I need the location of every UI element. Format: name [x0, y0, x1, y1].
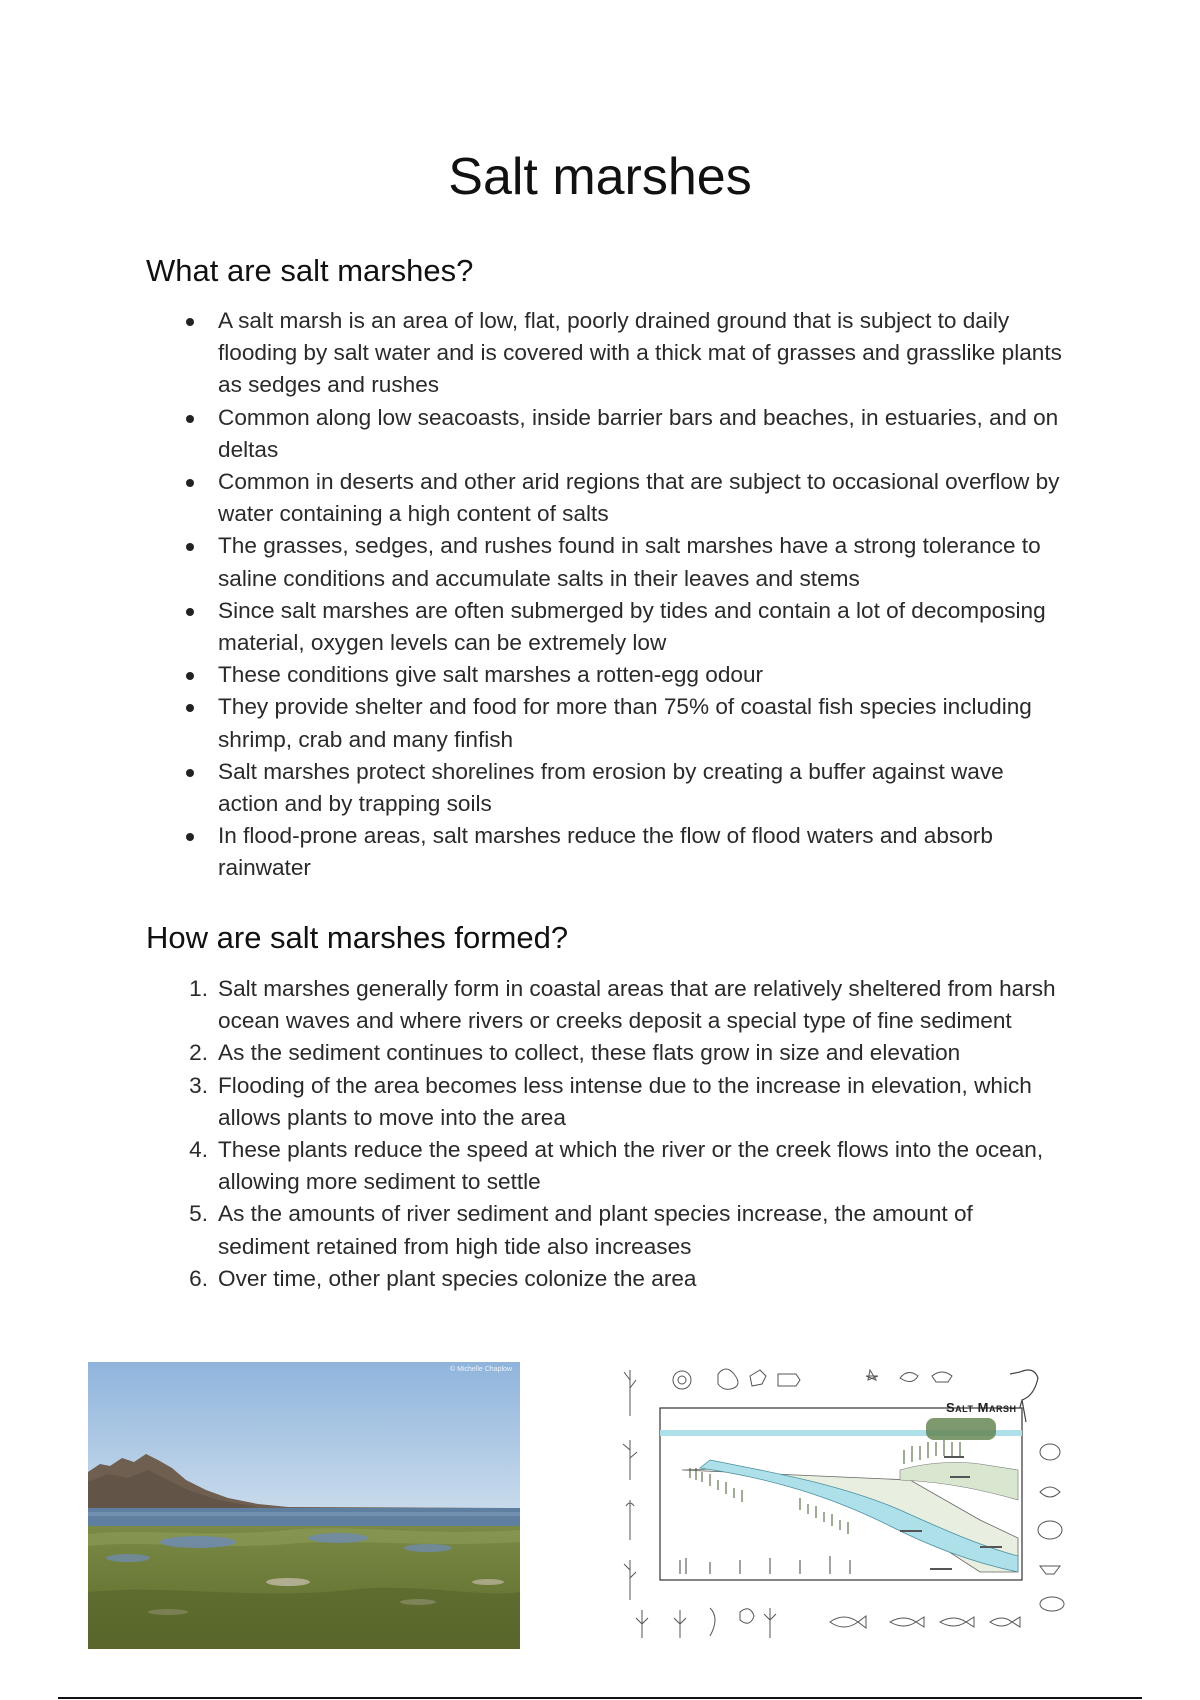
list-item: They provide shelter and food for more than 75% of coastal fish species including shrimp, crab and many finfish [180, 691, 1070, 755]
step-number: 4. [189, 1137, 208, 1163]
list-item: 6. Over time, other plant species colonize the area [180, 1263, 1070, 1295]
section-heading-how: How are salt marshes formed? [146, 920, 569, 955]
list-item: The grasses, sedges, and rushes found in salt marshes have a strong tolerance to saline conditions and accumulate salts in their leaves and stems [180, 530, 1070, 594]
page-title: Salt marshes [448, 148, 752, 206]
salt-marsh-diagram [600, 1360, 1072, 1652]
salt-marsh-photo [88, 1362, 520, 1649]
bullet-icon [186, 672, 194, 680]
bullet-icon [186, 608, 194, 616]
bullet-icon [186, 415, 194, 423]
step-number: 6. [189, 1265, 208, 1291]
bullet-icon [186, 479, 194, 487]
list-item: Since salt marshes are often submerged by tides and contain a lot of decomposing material, oxygen levels can be extremely low [180, 595, 1070, 659]
bullet-icon [186, 704, 194, 712]
bullet-icon [186, 543, 194, 551]
step-number: 2. [189, 1040, 208, 1066]
list-item: 4. These plants reduce the speed at which the river or the creek flows into the ocean, allowing more sediment to settle [180, 1134, 1070, 1198]
step-number: 5. [189, 1201, 208, 1227]
photo-illustration [88, 1362, 520, 1649]
list-item: Common along low seacoasts, inside barrier bars and beaches, in estuaries, and on deltas [180, 402, 1070, 466]
photo-credit: © Michelle Chaplow [450, 1366, 512, 1373]
bullet-icon [186, 769, 194, 777]
list-item: 5. As the amounts of river sediment and plant species increase, the amount of sediment retained from high tide also increases [180, 1198, 1070, 1262]
bullet-icon [186, 833, 194, 841]
step-number: 1. [189, 976, 208, 1001]
list-item: These conditions give salt marshes a rotten-egg odour [180, 659, 1070, 691]
numbered-list [180, 973, 1070, 1295]
list-item: Salt marshes protect shorelines from erosion by creating a buffer against wave action and by trapping soils [180, 756, 1070, 820]
section-heading-what: What are salt marshes? [146, 253, 474, 288]
list-item: 3. Flooding of the area becomes less intense due to the increase in elevation, which allows plants to move into the area [180, 1070, 1070, 1134]
bullet-list [180, 305, 1070, 885]
list-item: 2. As the sediment continues to collect, these flats grow in size and elevation [180, 1037, 1070, 1069]
list-item: A salt marsh is an area of low, flat, poorly drained ground that is subject to daily flooding by salt water and is covered with a thick mat of grasses and grasslike plants as sedges and rushes [180, 305, 1070, 402]
bullet-icon [186, 318, 194, 326]
list-item: In flood-prone areas, salt marshes reduce the flow of flood waters and absorb rainwater [180, 820, 1070, 884]
page-bottom-divider [58, 1697, 1142, 1699]
step-number: 3. [189, 1072, 208, 1098]
diagram-title: Salt Marsh [946, 1400, 1017, 1415]
list-item: 1. Salt marshes generally form in coastal areas that are relatively sheltered from harsh ocean waves and where rivers or creeks deposit a special type of fine sediment [180, 973, 1070, 1037]
list-item: Common in deserts and other arid regions that are subject to occasional overflow by water containing a high content of salts [180, 466, 1070, 530]
